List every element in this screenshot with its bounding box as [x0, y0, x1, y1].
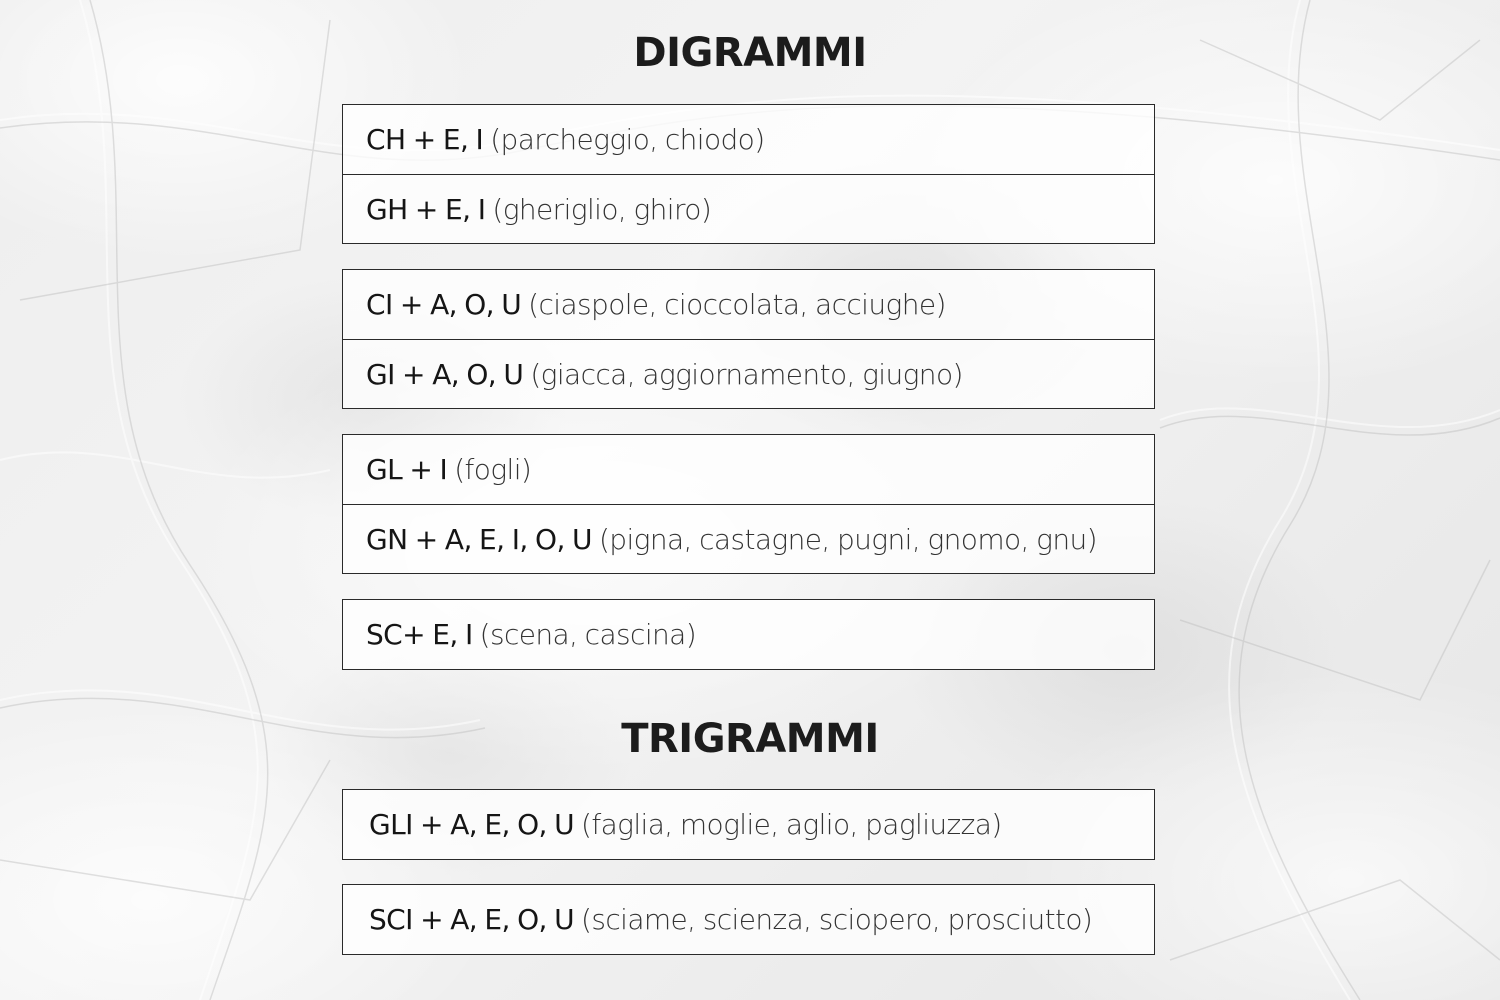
list-item	[343, 504, 1154, 573]
trigraph-group-gli	[342, 789, 1155, 860]
rule-text: GI + A, O, U	[366, 357, 524, 391]
digraph-group-gl-gn	[342, 434, 1155, 574]
list-item	[343, 790, 1154, 859]
list-item	[343, 270, 1154, 339]
examples-text: (sciame, scienza, sciopero, prosciutto)	[581, 903, 1093, 936]
rule-text: CH + E, I	[366, 123, 484, 156]
rule-text: SC+ E, I	[366, 618, 473, 651]
trigraph-group-sci	[342, 884, 1155, 955]
examples-text: (scena, cascina)	[479, 618, 697, 651]
digrammi-title: DIGRAMMI	[633, 30, 867, 76]
rule-text: GN + A, E, I, O, U	[366, 522, 592, 556]
digraph-group-ch-gh	[342, 104, 1155, 244]
list-item	[343, 600, 1154, 669]
examples-text: (fogli)	[454, 453, 532, 486]
examples-text: (gheriglio, ghiro)	[492, 192, 712, 226]
trigrammi-title: TRIGRAMMI	[621, 716, 879, 762]
digraph-group-ci-gi	[342, 269, 1155, 409]
rule-text: GL + I	[366, 453, 448, 486]
digraph-group-sc	[342, 599, 1155, 670]
rule-text: GH + E, I	[366, 192, 486, 226]
list-item	[343, 885, 1154, 954]
rule-text: GLI + A, E, O, U	[369, 808, 574, 841]
list-item	[343, 339, 1154, 408]
list-item	[343, 105, 1154, 174]
rule-text: CI + A, O, U	[366, 288, 522, 321]
list-item	[343, 435, 1154, 504]
examples-text: (faglia, moglie, aglio, pagliuzza)	[581, 808, 1002, 841]
examples-text: (pigna, castagne, pugni, gnomo, gnu)	[598, 522, 1097, 556]
list-item	[343, 174, 1154, 243]
examples-text: (parcheggio, chiodo)	[490, 123, 765, 156]
examples-text: (ciaspole, cioccolata, acciughe)	[528, 288, 946, 321]
rule-text: SCI + A, E, O, U	[369, 903, 575, 936]
examples-text: (giacca, aggiornamento, giugno)	[530, 357, 963, 391]
